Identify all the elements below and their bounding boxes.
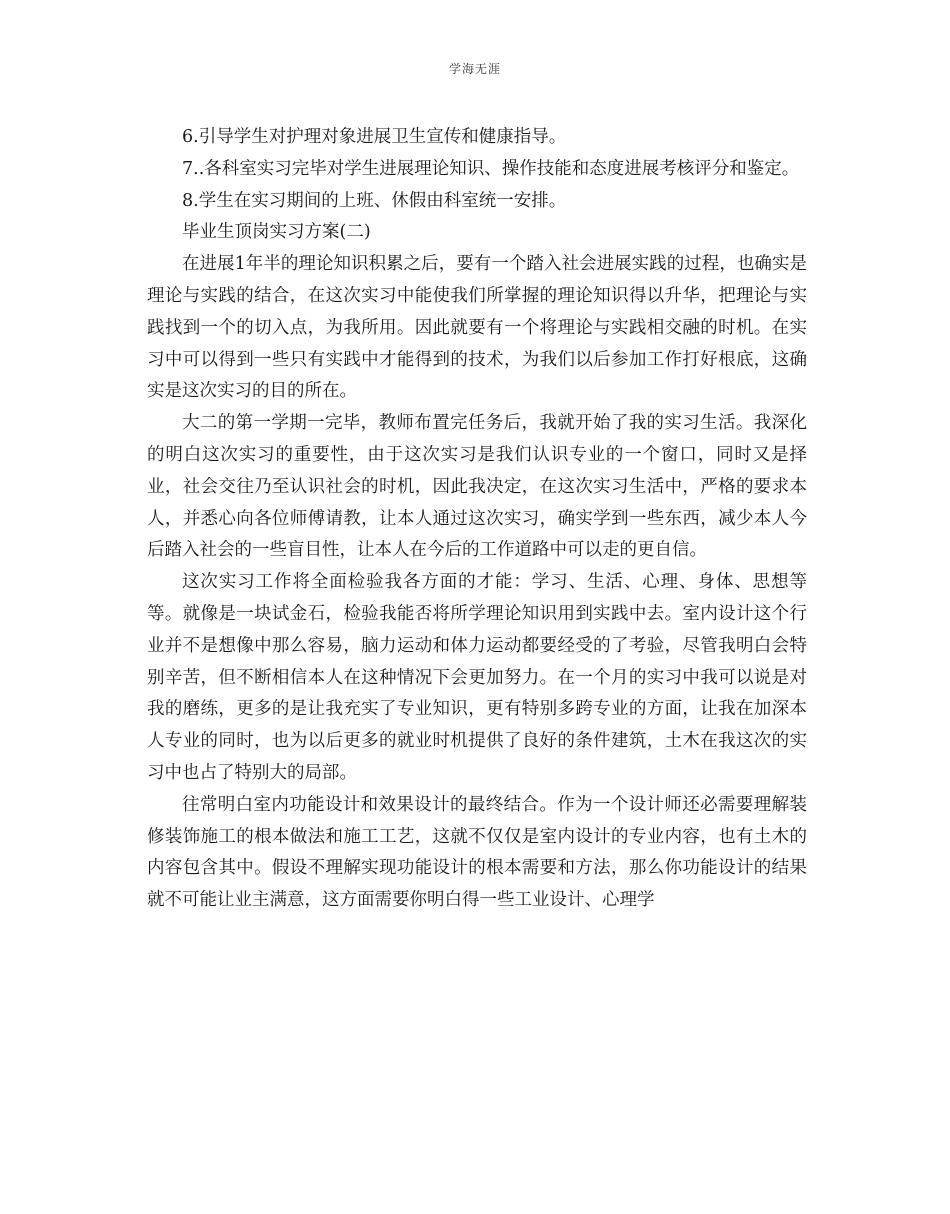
paragraph: 大二的第一学期一完毕，教师布置完任务后，我就开始了我的实习生活。我深化的明白这次实习的重要性，由于这次实习是我们认识专业的一个窗口，同时又是择业，社会交往乃至认识社会的时机，因此我决定，在这次实习生活中，严格的要求本人，并悉心向各位师傅请教，让本人通过这次实习，确实学到一些东西，减少本人今后踏入社会的一些盲目性，让本人在今后的工作道路中可以走的更自信。 [147, 413, 807, 561]
paragraph: 7..各科室实习完毕对学生进展理论知识、操作技能和态度进展考核评分和鉴定。 [182, 158, 800, 179]
document-body [147, 122, 807, 917]
paragraph: 往常明白室内功能设计和效果设计的最终结合。作为一个设计师还必需要理解装修装饰施工的根本做法和施工工艺，这就不仅仅是室内设计的专业内容，也有土木的内容包含其中。假设不理解实现功能设计的根本需要和方法，那么你功能设计的结果就不可能让业主满意，这方面需要你明白得一些工业设计、心理学 [147, 794, 807, 911]
paragraph: 8.学生在实习期间的上班、休假由科室统一安排。 [182, 190, 567, 211]
paragraph: 6.引导学生对护理对象进展卫生宣传和健康指导。 [182, 127, 567, 147]
paragraph: 这次实习工作将全面检验我各方面的才能：学习、生活、心理、身体、思想等等。就像是一块试金石，检验我能否将所学理论知识用到实践中去。室内设计这个行业并不是想像中那么容易，脑力运动和体力运动都要经受的了考验，尽管我明白会特别辛苦，但不断相信本人在这种情况下会更加努力。在一个月的实习中我可以说是对我的磨练，更多的是让我充实了专业知识，更有特别多跨专业的方面，让我在加深本人专业的同时，也为以后更多的就业时机提供了良好的条件建筑，土木在我这次的实习中也占了特别大的局部。 [147, 572, 807, 783]
page-header: 学海无涯 [448, 62, 501, 76]
section-heading: 毕业生顶岗实习方案(二) [182, 222, 371, 243]
paragraph: 在进展1年半的理论知识积累之后，要有一个踏入社会进展实践的过程，也确实是理论与实践的结合，在这次实习中能使我们所掌握的理论知识得以升华，把理论与实践找到一个的切入点，为我所用。因此就要有一个将理论与实践相交融的时机。在实习中可以得到一些只有实践中才能得到的技术，为我们以后参加工作打好根底，这确实是这次实习的目的所在。 [147, 254, 807, 402]
